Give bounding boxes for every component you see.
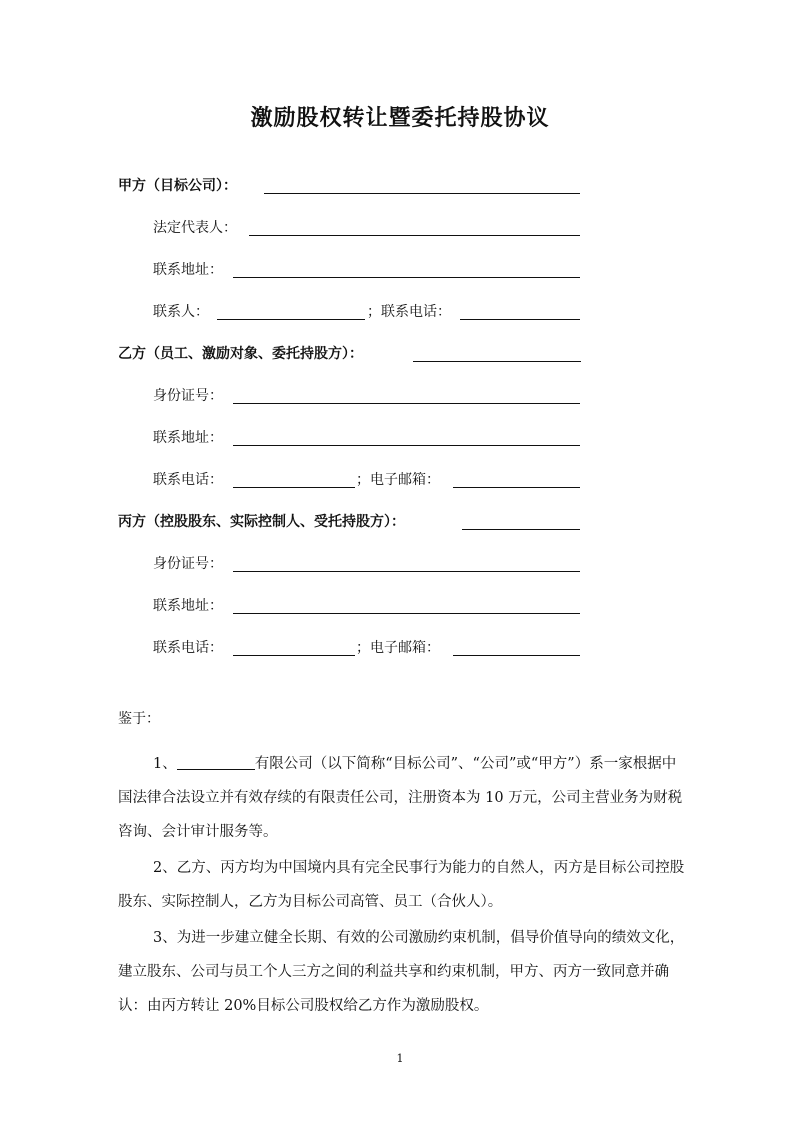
party-b-email-blank[interactable] <box>453 487 580 488</box>
party-c-contact-row <box>153 636 588 660</box>
party-c-address-label: 联系地址： <box>153 598 223 614</box>
party-c-address-blank[interactable] <box>233 613 580 614</box>
party-b-contact-row <box>153 468 588 492</box>
party-b-id-label: 身份证号： <box>153 388 223 404</box>
party-a-phone-blank[interactable] <box>460 319 580 320</box>
clause-2 <box>118 851 686 919</box>
party-a-row <box>118 174 588 198</box>
whereas-row <box>118 707 318 731</box>
party-a-address-row <box>153 258 588 282</box>
party-c-row <box>118 510 588 534</box>
party-c-heading: 丙方（控股股东、实际控制人、受托持股方）： <box>118 514 405 530</box>
party-a-contact-row <box>153 300 588 324</box>
party-c-id-row <box>153 552 588 576</box>
clause-3 <box>118 921 686 1023</box>
party-c-name-blank[interactable] <box>462 529 580 530</box>
party-b-address-row <box>153 426 588 450</box>
clause-1 <box>118 747 686 849</box>
party-a-phone-label: ；联系电话： <box>367 304 451 320</box>
party-b-address-blank[interactable] <box>233 445 580 446</box>
party-a-address-label: 联系地址： <box>153 262 223 278</box>
party-b-row <box>118 342 588 366</box>
party-a-legal-rep-row <box>153 216 588 240</box>
legal-rep-label: 法定代表人： <box>153 220 237 236</box>
party-c-email-label: ；电子邮箱： <box>356 640 440 656</box>
party-c-id-blank[interactable] <box>233 571 580 572</box>
whereas-label: 鉴于： <box>118 711 160 727</box>
party-c-phone-label: 联系电话： <box>153 640 223 656</box>
company-name-blank[interactable] <box>177 755 255 770</box>
contact-person-blank[interactable] <box>217 319 365 320</box>
document-title: 激励股权转让暨委托持股协议 <box>250 106 550 131</box>
party-b-heading: 乙方（员工、激励对象、委托持股方）： <box>118 346 363 362</box>
party-b-phone-label: 联系电话： <box>153 472 223 488</box>
party-c-id-label: 身份证号： <box>153 556 223 572</box>
page-number: 1 <box>396 1052 404 1065</box>
party-b-name-blank[interactable] <box>413 361 581 362</box>
clause-1-text: 有限公司（以下简称“目标公司”、“公司”或“甲方”）系一家根据中国法律合法设立并有效存续的有限责任公司，注册资本为 10 万元，公司主营业务为财税咨询、会计审计服务等。 <box>118 756 683 840</box>
party-b-id-row <box>153 384 588 408</box>
party-b-email-label: ；电子邮箱： <box>356 472 440 488</box>
party-c-address-row <box>153 594 588 618</box>
party-b-address-label: 联系地址： <box>153 430 223 446</box>
contact-person-label: 联系人： <box>153 304 209 320</box>
party-a-name-blank[interactable] <box>264 193 580 194</box>
clause-1-number: 1、 <box>153 756 177 772</box>
party-a-address-blank[interactable] <box>233 277 580 278</box>
party-c-phone-blank[interactable] <box>233 655 355 656</box>
party-b-phone-blank[interactable] <box>233 487 355 488</box>
party-a-heading: 甲方（目标公司）： <box>118 178 237 194</box>
party-b-id-blank[interactable] <box>233 403 580 404</box>
clause-2-text: 2、乙方、丙方均为中国境内具有完全民事行为能力的自然人，丙方是目标公司控股股东、实际控制人，乙方为目标公司高管、员工（合伙人）。 <box>118 860 685 910</box>
clause-3-text: 3、为进一步建立健全长期、有效的公司激励约束机制，倡导价值导向的绩效文化，建立股东、公司与员工个人三方之间的利益共享和约束机制，甲方、丙方一致同意并确认：由丙方转让 20%目标公司股权给乙方作为激励股权。 <box>118 930 685 1014</box>
party-c-email-blank[interactable] <box>453 655 580 656</box>
legal-rep-blank[interactable] <box>249 235 580 236</box>
